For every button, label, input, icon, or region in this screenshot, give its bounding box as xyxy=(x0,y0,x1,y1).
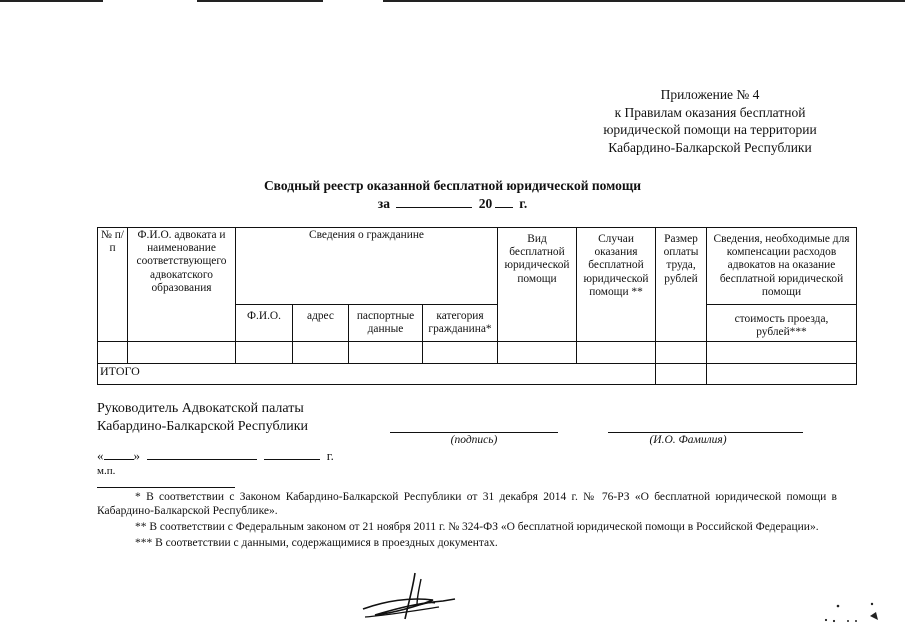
period-blank-field[interactable] xyxy=(396,195,472,208)
total-travel-cell[interactable] xyxy=(707,364,857,385)
scan-specks xyxy=(820,600,890,633)
header-kind: Вид бесплатной юридической помощи xyxy=(498,228,577,342)
date-day-field[interactable] xyxy=(104,447,134,460)
table-cell[interactable] xyxy=(423,342,498,364)
table-cell[interactable] xyxy=(236,342,293,364)
table-cell[interactable] xyxy=(98,342,128,364)
document-title: Сводный реестр оказанной бесплатной юридической помощи xyxy=(263,178,642,193)
appendix-line-2: к Правилам оказания бесплатной xyxy=(614,104,806,120)
period-prefix: за xyxy=(377,196,390,211)
date-line xyxy=(97,447,334,464)
table-cell[interactable] xyxy=(656,342,707,364)
signature-scribble xyxy=(355,565,465,625)
scan-edge-line-1 xyxy=(0,0,103,2)
subheader-travel: стоимость проезда, рублей*** xyxy=(707,305,857,342)
table-row xyxy=(98,342,857,364)
header-citizen: Сведения о гражданине xyxy=(236,228,498,305)
date-suffix: г. xyxy=(326,448,334,463)
header-cases: Случаи оказания бесплатной юридической помощи ** xyxy=(577,228,656,342)
signer-line-1: Руководитель Адвокатской палаты xyxy=(97,401,304,416)
period-year-prefix: 20 xyxy=(478,196,493,211)
table-cell[interactable] xyxy=(707,342,857,364)
handwritten-signature xyxy=(355,565,465,630)
signature-line[interactable] xyxy=(390,432,558,433)
signer-line-2: Кабардино-Балкарской Республики xyxy=(97,419,308,434)
appendix-line-3: юридической помощи на территории xyxy=(603,122,817,137)
name-line[interactable] xyxy=(608,432,803,433)
header-num: № п/п xyxy=(98,228,128,342)
speck-marks xyxy=(820,600,890,630)
subheader-address: адрес xyxy=(293,305,349,342)
period-line xyxy=(0,195,905,212)
header-pay: Размер оплаты труда, рублей xyxy=(656,228,707,342)
table-cell[interactable] xyxy=(577,342,656,364)
signer-block xyxy=(97,400,308,436)
footnotes xyxy=(97,490,837,552)
signature-label: (подпись) xyxy=(450,434,498,446)
name-label: (И.О. Фамилия) xyxy=(649,434,727,446)
footnote-1: * В соответствии с Законом Кабардино-Балкарской Республики от 31 декабря 2014 г. № 76-РЗ «О бесплатной юридической помощи в Кабардино-Балкарской Республике». xyxy=(97,491,837,517)
subheader-category: категория гражданина* xyxy=(423,305,498,342)
appendix-line-4: Кабардино-Балкарской Республики xyxy=(608,139,812,155)
scan-edge-line-3 xyxy=(383,0,905,2)
subheader-fio: Ф.И.О. xyxy=(236,305,293,342)
registry-table xyxy=(97,227,857,385)
table-cell[interactable] xyxy=(349,342,423,364)
table-cell[interactable] xyxy=(128,342,236,364)
date-open-quote: « xyxy=(97,448,104,463)
appendix-line-1: Приложение № 4 xyxy=(660,87,760,102)
scan-edge-line-2 xyxy=(197,0,323,2)
total-label: ИТОГО xyxy=(98,364,656,385)
total-pay-cell[interactable] xyxy=(656,364,707,385)
footnote-3: *** В соответствии с данными, содержащимися в проездных документах. xyxy=(135,537,498,549)
date-month-field[interactable] xyxy=(147,447,257,460)
year-blank-field[interactable] xyxy=(495,195,513,208)
header-compensation: Сведения, необходимые для компенсации расходов адвокатов на оказание бесплатной юридической помощи xyxy=(707,228,857,305)
subheader-passport: паспортные данные xyxy=(349,305,423,342)
period-suffix: г. xyxy=(519,196,528,211)
date-close-quote: » xyxy=(133,448,140,463)
stamp-place: м.п. xyxy=(97,465,116,477)
table-cell[interactable] xyxy=(293,342,349,364)
table-cell[interactable] xyxy=(498,342,577,364)
header-advocate: Ф.И.О. адвоката и наименование соответствующего адвокатского образования xyxy=(128,228,236,342)
footnote-separator xyxy=(97,487,235,488)
appendix-header xyxy=(560,86,860,156)
date-year-field[interactable] xyxy=(264,447,320,460)
total-row xyxy=(98,364,857,385)
footnote-2: ** В соответствии с Федеральным законом от 21 ноября 2011 г. № 324-ФЗ «О бесплатной юридической помощи в Российской Федерации». xyxy=(135,521,819,533)
